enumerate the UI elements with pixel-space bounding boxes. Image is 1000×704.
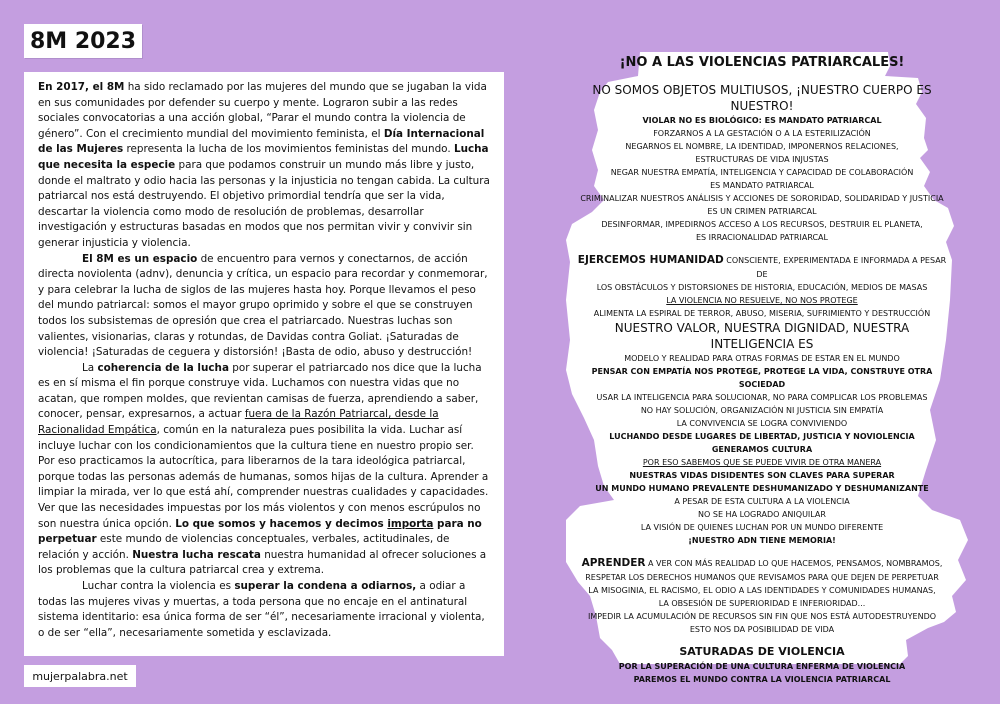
slogan-line: A PESAR DE ESTA CULTURA A LA VIOLENCIA [674,497,850,506]
slogan-line: ES UN CRIMEN PATRIARCAL [707,207,817,216]
text-run: importa [387,517,434,530]
text-run: En 2017, el 8M [38,81,125,93]
slogan-line: PAREMOS EL MUNDO CONTRA LA VIOLENCIA PATRIARCAL [633,675,891,684]
slogan-line: ALIMENTA LA ESPIRAL DE TERROR, ABUSO, MISERIA, SUFRIMIENTO Y DESTRUCCIÓN [593,309,931,318]
slogan-line: LA VISIÓN DE QUIENES LUCHAN POR UN MUNDO DIFERENTE [640,523,884,532]
slogan-line: NO SOMOS OBJETOS MULTIUSOS, ¡NUESTRO CUERPO ES NUESTRO! [592,83,932,113]
slogans-heading: ¡NO A LAS VIOLENCIAS PATRIARCALES! [619,55,905,70]
section-2-lead-rest: CONSCIENTE, EXPERIMENTADA E INFORMADA A PESAR DE [723,256,947,279]
slogan-line: ES MANDATO PATRIARCAL [710,181,814,190]
page-title-text: 8M 2023 [29,28,137,54]
slogan-line: ESTRUCTURAS DE VIDA INJUSTAS [695,155,829,164]
text-run: ha sido reclamado por las mujeres del mundo que se jugaban la vida en sus comunidades por defender su cuerpo y mente. Lograron subir a las redes sociales convocatorias a una acción global, “Parar el mundo contra la violencia de género”. Con el crecimiento mundial del movimiento feminista, el [38,81,487,140]
section-3-lead [572,555,952,571]
slogan-line: RESPETAR LOS DERECHOS HUMANOS QUE REVISAMOS PARA QUE DEJEN DE PERPETUAR [585,573,939,582]
section-3-lead-bold: APRENDER [581,557,646,569]
text-run: para no perpetuar [38,517,482,546]
text-run: de encuentro para vernos y conectarnos, de acción directa noviolenta (adnv), denuncia y crítica, un espacio para recordar y conmemorar, y para celebrar la lucha de siglos de las mujeres hasta hoy. Porque llevamos el peso del mundo patriarcal: somos el mayor grupo oprimido y sobre el que se construyen todos los subsistemas de opresión que crea el patriarcado. Nuestras luchas son valientes, visionarias, claras y rotundas, de Davidas contra Goliat. ¡Saturadas de violencia! ¡Saturadas de ceguera y distorsión! ¡Basta de odio, abuso y destrucción! [38,252,488,359]
slogan-line: LA CONVIVENCIA SE LOGRA CONVIVIENDO [676,419,848,428]
text-run: representa la lucha de los movimientos feministas del mundo. [123,143,454,156]
slogan-line: GENERAMOS CULTURA [711,445,813,454]
text-run: por superar el patriarcado nos dice que la lucha es en sí misma el fin porque construye vida. Luchamos con nuestra vidas que no acatan, que rompen moldes, que revientan camisas de fuerza, aprendiendo a saber, conocer, pensar, expresarnos, a actuar [38,361,482,421]
slogan-line: LA VIOLENCIA NO RESUELVE, NO NOS PROTEGE [666,296,858,305]
slogan-line: LUCHANDO DESDE LUGARES DE LIBERTAD, JUSTICIA Y NOVIOLENCIA [609,432,915,441]
slogan-line: USAR LA INTELIGENCIA PARA SOLUCIONAR, NO PARA COMPLICAR LOS PROBLEMAS [596,393,928,402]
text-run: El 8M es un espacio [82,252,198,265]
site-url: mujerpalabra.net [32,669,128,683]
slogan-line: NUESTRO VALOR, NUESTRA DIGNIDAD, NUESTRA INTELIGENCIA ES [614,321,910,351]
slogan-line: NEGARNOS EL NOMBRE, LA IDENTIDAD, IMPONERNOS RELACIONES, [625,142,899,151]
slogans-section-1 [572,82,952,244]
text-run: La [82,361,98,374]
text-run: , común en la naturaleza pues posibilita la vida. Luchar así incluye luchar con los condicionamientos que la cultura tiene en nuestro propio ser. Por eso practicamos la autocrítica, para liberarnos de la tara ideológica patriarcal, porque todas las personas además de humanas, somos hijas de la cultura. Aprender a limpiar la mirada, ver lo que está ahí, comprender nuestras cualidades y capacidades. Ver que las necesidades impuestas por los más violentos y con menos escrúpulos no son nuestra única opción. [38,424,489,530]
slogan-line: SATURADAS DE VIOLENCIA [679,645,845,658]
slogan-line: POR ESO SABEMOS QUE SE PUEDE VIVIR DE OTRA MANERA [642,458,882,467]
text-run: a odiar a todas las mujeres vivas y muertas, a toda persona que no encaje en el antinatural sistema identitario: esa única forma de ser “él”, necesariamente irracional y violenta, o de ser “ella”, necesariamente sometida y esclavizada. [38,580,485,639]
text-run: coherencia de la lucha [97,361,229,374]
slogan-line: NUESTRAS VIDAS DISIDENTES SON CLAVES PARA SUPERAR [629,471,895,480]
text-run: para que podamos construir un mundo más libre y justo, donde el maltrato y odio hacia las personas y la injusticia no tengan cabida. La cultura patriarcal nos está destruyendo. El objetivo primordial tendría que ser la vida, descartar la violencia como modo de resolución de problemas, desarrollar investigación y estructuras basadas en modos que nos permitan vivir y convivir sin generar injusticia y violencia. [38,158,490,249]
text-run: este mundo de violencias conceptuales, verbales, actitudinales, de relación y acción. [38,533,450,561]
slogan-line: POR LA SUPERACIÓN DE UNA CULTURA ENFERMA DE VIOLENCIA [618,662,906,671]
slogan-line: ¡NUESTRO ADN TIENE MEMORIA! [688,536,836,545]
text-run: Lucha que necesita la especie [38,143,489,171]
slogan-line: VIOLAR NO ES BIOLÓGICO: ES MANDATO PATRIARCAL [642,116,882,125]
slogans-section-4 [572,644,952,686]
slogan-line: FORZARNOS A LA GESTACIÓN O A LA ESTERILIZACIÓN [653,129,871,138]
slogan-line: DESINFORMAR, IMPEDIRNOS ACCESO A LOS RECURSOS, DESTRUIR EL PLANETA, [601,220,923,229]
slogans-column [572,50,952,686]
text-run: Lo que somos y hacemos y decimos [175,517,388,530]
text-run: Nuestra lucha rescata [132,548,261,561]
text-run: Día Internacional de las Mujeres [38,127,485,156]
section-2-lead-bold: EJERCEMOS HUMANIDAD [577,254,724,266]
slogan-line: UN MUNDO HUMANO PREVALENTE DESHUMANIZADO Y DESHUMANIZANTE [595,484,929,493]
slogan-line: LA MISOGINIA, EL RACISMO, EL ODIO A LAS IDENTIDADES Y COMUNIDADES HUMANAS, [588,586,936,595]
slogan-line: CRIMINALIZAR NUESTROS ANÁLISIS Y ACCIONES DE SORORIDAD, SOLIDARIDAD Y JUSTICIA [580,194,944,203]
slogan-line: IMPEDIR LA ACUMULACIÓN DE RECURSOS SIN FIN QUE NOS ESTÁ AUTODESTRUYENDO [587,612,937,621]
slogan-line: LOS OBSTÁCULOS Y DISTORSIONES DE HISTORIA, EDUCACIÓN, MEDIOS DE MASAS [596,283,928,292]
text-run: nuestra humanidad al ofrecer soluciones a los problemas que la cultura patriarcal crea y extrema. [38,548,487,577]
text-run: fuera de la Razón Patriarcal, desde la Racionalidad Empática [38,408,439,437]
slogan-line: PENSAR CON EMPATÍA NOS PROTEGE, PROTEGE LA VIDA, CONSTRUYE OTRA SOCIEDAD [591,367,933,389]
slogan-line: NEGAR NUESTRA EMPATÍA, INTELIGENCIA Y CAPACIDAD DE COLABORACIÓN [610,168,914,177]
slogan-line: LA OBSESIÓN DE SUPERIORIDAD E INFERIORIDAD... [658,599,866,608]
slogans-section-2 [572,281,952,547]
section-3-lead-rest: A VER CON MÁS REALIDAD LO QUE HACEMOS, PENSAMOS, NOMBRAMOS, [645,559,943,568]
slogan-line: NO SE HA LOGRADO ANIQUILAR [698,510,826,519]
text-run: superar la condena a odiarnos, [234,580,417,592]
slogan-line: NO HAY SOLUCIÓN, ORGANIZACIÓN NI JUSTICIA SIN EMPATÍA [640,406,884,415]
text-run: Luchar contra la violencia es [82,580,235,592]
slogan-line: ES IRRACIONALIDAD PATRIARCAL [696,233,828,242]
section-2-lead [572,252,952,281]
slogans-section-3 [572,571,952,636]
slogan-line: ESTO NOS DA POSIBILIDAD DE VIDA [689,625,835,634]
slogan-line: MODELO Y REALIDAD PARA OTRAS FORMAS DE ESTAR EN EL MUNDO [624,354,900,363]
